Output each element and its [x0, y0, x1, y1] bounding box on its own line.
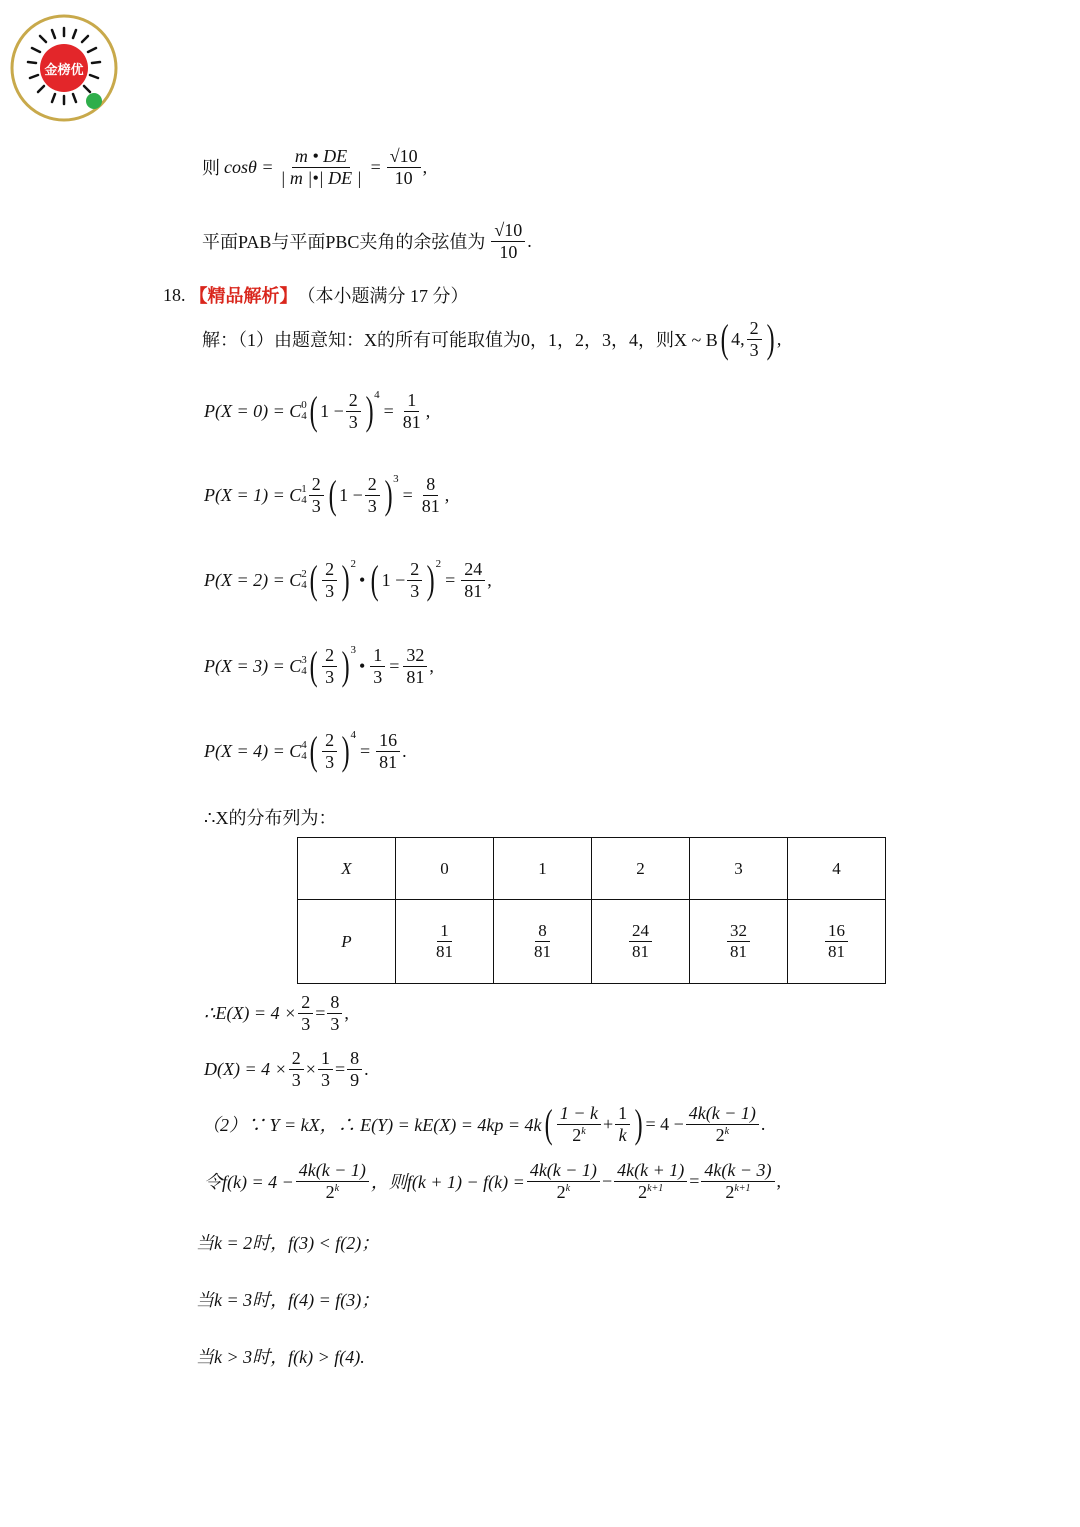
- frac-num: 8: [347, 1048, 362, 1070]
- two-thirds-num: 2: [322, 559, 337, 581]
- two-thirds-num: 2: [322, 645, 337, 667]
- logo-brand-text: 金榜优: [44, 63, 84, 78]
- case-k2: 当k = 2时，f(3) < f(2)；: [196, 1233, 380, 1253]
- result-num: 1: [404, 390, 419, 412]
- expectation-frac-a: [298, 992, 313, 1034]
- comb-sup: 1: [301, 483, 307, 496]
- den-exp: k: [565, 1182, 571, 1194]
- equals: =: [389, 655, 400, 676]
- prob-x3-lhs: P(X = 3) = C: [204, 655, 302, 676]
- brand-logo: [6, 6, 122, 124]
- logo-seal-icon: [6, 6, 122, 124]
- cell-num: 24: [629, 921, 652, 942]
- part2-frac-c: [686, 1103, 759, 1145]
- den-base: 2: [638, 1181, 648, 1202]
- period: .: [364, 1058, 369, 1079]
- den-exp: k: [334, 1182, 340, 1194]
- prob-x2: [204, 559, 492, 601]
- right-paren: ): [634, 1101, 643, 1147]
- period: .: [760, 1113, 766, 1134]
- comb-sub: 4: [301, 410, 307, 423]
- two-thirds-num: 2: [322, 730, 337, 752]
- table-cell: [396, 900, 494, 984]
- two-thirds-den: 3: [311, 495, 321, 516]
- comma: ,: [776, 1170, 781, 1191]
- prob-x0: [204, 390, 430, 432]
- cell-den: 81: [730, 942, 747, 961]
- prob-x2-result: [461, 559, 485, 601]
- prob-x3-comb: [301, 655, 307, 677]
- frac-den: 3: [301, 1013, 311, 1034]
- cos-value: [387, 146, 421, 188]
- left-paren: (: [720, 316, 729, 362]
- frac-num: 4k(k − 1): [296, 1160, 369, 1182]
- table-row: [298, 838, 886, 900]
- plane-angle-line: [202, 220, 532, 262]
- expectation-lhs: ∴E(X) = 4 ×: [204, 1002, 297, 1023]
- den-exp: k+1: [647, 1182, 664, 1194]
- cell-fraction: [531, 921, 554, 961]
- comma: ,: [344, 1002, 349, 1023]
- den-base: 2: [556, 1181, 566, 1202]
- fk-frac-b: [527, 1160, 600, 1202]
- two-thirds-den: 3: [410, 580, 420, 601]
- frac-den: [323, 1182, 342, 1203]
- frac-num: 1 − k: [557, 1103, 601, 1125]
- cos-fraction: [277, 146, 364, 188]
- variance-line: [204, 1048, 369, 1090]
- distribution-label: [204, 804, 336, 830]
- one-minus: 1 −: [339, 484, 363, 505]
- left-paren: (: [328, 472, 337, 518]
- expectation-frac-b: [327, 992, 342, 1034]
- den-base: 2: [572, 1124, 582, 1145]
- comma: ,: [429, 655, 434, 676]
- comb-sub: 4: [301, 750, 307, 763]
- two-thirds: [322, 730, 337, 772]
- times: ×: [305, 1058, 316, 1079]
- frac-den: 3: [330, 1013, 340, 1034]
- table-cell-header: 2: [592, 838, 690, 900]
- cell-den: 81: [632, 942, 649, 961]
- prob-x3-result: [403, 645, 427, 687]
- frac-num: 4k(k + 1): [614, 1160, 687, 1182]
- comma: ,: [425, 400, 431, 421]
- frac-den: [554, 1182, 573, 1203]
- two-thirds-num: 2: [407, 559, 422, 581]
- cell-fraction: [727, 921, 750, 961]
- two-thirds: [346, 390, 361, 432]
- table-cell-header: 1: [494, 838, 592, 900]
- prob-x1-result: [419, 474, 443, 516]
- table-row: [298, 900, 886, 984]
- right-paren: ): [341, 643, 350, 689]
- left-paren: (: [309, 388, 318, 434]
- prob-x4-comb: [301, 740, 307, 762]
- prob-x1-lhs: P(X = 1) = C: [204, 484, 302, 505]
- den-exp: k: [581, 1125, 586, 1137]
- part2-frac-b: [615, 1103, 630, 1145]
- cos-fraction-num: m • DE: [292, 146, 350, 168]
- frac-den: [569, 1125, 588, 1146]
- power: 2: [350, 558, 356, 571]
- frac-num: 4k(k − 1): [686, 1103, 759, 1125]
- frac-den: 3: [291, 1069, 301, 1090]
- prob-x0-result: [400, 390, 424, 432]
- prob-x4-result: [376, 730, 400, 772]
- frac-den: 3: [320, 1069, 330, 1090]
- one-third-num: 1: [370, 645, 385, 667]
- power: 3: [393, 473, 399, 486]
- dot: •: [358, 569, 366, 590]
- cos-eq: =: [370, 156, 381, 177]
- frac-den: [722, 1182, 753, 1203]
- plane-angle-den: 10: [499, 241, 518, 262]
- table-cell-header-x: X: [298, 838, 396, 900]
- question-number: 18.: [163, 284, 186, 305]
- power: 3: [350, 644, 356, 657]
- part2-frac-a: [557, 1103, 601, 1145]
- one-minus: 1 −: [381, 569, 406, 590]
- binomial-suffix: ,: [776, 328, 782, 349]
- result-num: 24: [461, 559, 485, 581]
- cos-prefix: 则: [202, 158, 220, 179]
- two-thirds-den: 3: [348, 411, 358, 432]
- fk-mid: ，则f(k + 1) − f(k) =: [370, 1172, 525, 1193]
- equals: =: [315, 1002, 326, 1023]
- variance-frac-c: [347, 1048, 362, 1090]
- one-third: [370, 645, 385, 687]
- prob-x3: [204, 645, 434, 687]
- comma: ,: [444, 484, 450, 505]
- left-paren: (: [309, 728, 318, 774]
- equals: =: [359, 740, 371, 761]
- distribution-table: [297, 837, 886, 984]
- cos-value-num: √10: [387, 146, 421, 168]
- two-thirds-num: 2: [309, 474, 324, 496]
- one-third-den: 3: [373, 666, 383, 687]
- two-thirds-den: 3: [325, 580, 335, 601]
- table-cell: [592, 900, 690, 984]
- frac-num: 2: [289, 1048, 304, 1070]
- cell-num: 1: [437, 921, 452, 942]
- frac-num: 4k(k − 1): [527, 1160, 600, 1182]
- cell-den: 81: [828, 942, 845, 961]
- equals: =: [689, 1170, 700, 1191]
- prob-x1: [204, 474, 449, 516]
- result-den: 81: [464, 580, 483, 601]
- power: 4: [374, 389, 380, 402]
- result-den: 81: [402, 411, 421, 432]
- cos-fraction-den: | m |•| DE |: [280, 167, 362, 188]
- binomial-p: [747, 318, 762, 360]
- comb-sup: 0: [301, 399, 307, 412]
- comb-sub: 4: [301, 494, 307, 507]
- comb-sub: 4: [301, 665, 307, 678]
- den-exp: k+1: [734, 1182, 751, 1194]
- fk-frac-c: [614, 1160, 687, 1202]
- frac-num: 2: [298, 992, 313, 1014]
- equals: =: [383, 400, 394, 421]
- question-18-heading: [163, 282, 469, 308]
- frac-num: 8: [327, 992, 342, 1014]
- cell-fraction: [433, 921, 456, 961]
- comb-sup: 2: [301, 568, 307, 581]
- cos-suffix: ,: [422, 156, 428, 177]
- variance-frac-a: [289, 1048, 304, 1090]
- right-paren: ): [766, 316, 775, 362]
- two-thirds: [322, 645, 337, 687]
- case-k3: 当k = 3时，f(4) = f(3)；: [196, 1290, 380, 1310]
- result-den: 81: [421, 495, 440, 516]
- two-thirds: [322, 559, 337, 601]
- table-cell: [690, 900, 788, 984]
- result-num: 32: [403, 645, 427, 667]
- plus: +: [603, 1113, 614, 1134]
- binomial-p-num: 2: [747, 318, 762, 340]
- two-thirds: [365, 474, 380, 516]
- variance-frac-b: [318, 1048, 333, 1090]
- equals: =: [334, 1058, 346, 1079]
- comma: ,: [487, 569, 492, 590]
- frac-num: 1: [615, 1103, 630, 1125]
- table-cell: [788, 900, 886, 984]
- result-den: 81: [379, 751, 398, 772]
- power: 4: [350, 729, 356, 742]
- cell-fraction: [629, 921, 652, 961]
- comb-sup: 3: [301, 654, 307, 667]
- left-paren: (: [309, 557, 318, 603]
- cos-theta-line: [202, 146, 427, 188]
- plane-angle-value: [491, 220, 525, 262]
- question-tag: 【精品解析】: [189, 286, 298, 306]
- two-thirds-den: 3: [367, 495, 377, 516]
- den-base: 2: [325, 1181, 335, 1202]
- case-k-gt-3: 当k > 3时，f(k) > f(4).: [196, 1347, 365, 1367]
- left-paren: (: [309, 643, 318, 689]
- frac-num: 4k(k − 3): [701, 1160, 774, 1182]
- period: .: [402, 740, 407, 761]
- cell-den: 81: [436, 942, 453, 961]
- result-den: 81: [406, 666, 425, 687]
- left-paren: (: [544, 1101, 553, 1147]
- prob-x0-lhs: P(X = 0) = C: [204, 400, 302, 421]
- binomial-p-den: 3: [749, 339, 759, 360]
- den-exp: k: [724, 1125, 730, 1137]
- comb-sup: 4: [301, 739, 307, 752]
- two-thirds-num: 2: [346, 390, 361, 412]
- plane-angle-suffix: .: [527, 230, 532, 251]
- right-paren: ): [341, 557, 350, 603]
- prob-x4: [204, 730, 407, 772]
- distribution-label-text: ∴X的分布列为：: [204, 808, 337, 828]
- equals: =: [402, 484, 413, 505]
- den-base: 2: [715, 1124, 725, 1145]
- cell-fraction: [825, 921, 848, 961]
- right-paren: ): [365, 388, 374, 434]
- variance-lhs: D(X) = 4 ×: [204, 1058, 287, 1079]
- den-base: 2: [725, 1181, 735, 1202]
- two-thirds-den: 3: [325, 666, 335, 687]
- fk-frac-a: [296, 1160, 369, 1202]
- minus: −: [601, 1170, 613, 1191]
- dot: •: [358, 655, 366, 676]
- cos-value-den: 10: [394, 167, 413, 188]
- result-num: 8: [423, 474, 438, 496]
- question-points: （本小题满分 17 分）: [297, 286, 469, 306]
- two-thirds: [407, 559, 422, 601]
- cos-lhs: cosθ =: [224, 156, 274, 177]
- frac-den: [635, 1182, 666, 1203]
- solution-part1-intro: [202, 318, 781, 360]
- prob-x2-comb: [301, 569, 307, 591]
- cell-num: 16: [825, 921, 848, 942]
- part2-mid: = 4 −: [645, 1113, 684, 1134]
- fk-frac-d: [701, 1160, 774, 1202]
- cell-den: 81: [534, 942, 551, 961]
- frac-den: [713, 1125, 732, 1146]
- table-cell-header: 0: [396, 838, 494, 900]
- fk-line: [204, 1160, 781, 1202]
- comb-sub: 4: [301, 579, 307, 592]
- table-cell-row-label: P: [298, 900, 396, 984]
- table-cell-header: 4: [788, 838, 886, 900]
- plane-angle-text: 平面PAB与平面PBC夹角的余弦值为: [202, 232, 486, 253]
- two-thirds-den: 3: [325, 751, 335, 772]
- table-cell: [494, 900, 592, 984]
- cell-num: 8: [535, 921, 550, 942]
- prob-x4-lhs: P(X = 4) = C: [204, 740, 302, 761]
- table-cell-header: 3: [690, 838, 788, 900]
- right-paren: ): [384, 472, 393, 518]
- one-minus: 1 −: [320, 400, 344, 421]
- plane-angle-num: √10: [491, 220, 525, 242]
- equals: =: [445, 569, 456, 590]
- expectation-line: [204, 992, 349, 1034]
- left-paren: (: [370, 557, 379, 603]
- result-num: 16: [376, 730, 400, 752]
- part2-line: [202, 1103, 765, 1145]
- frac-den: 9: [350, 1069, 360, 1090]
- two-thirds-num: 2: [365, 474, 380, 496]
- frac-den: k: [618, 1124, 627, 1145]
- prob-x0-comb: [301, 400, 307, 422]
- binomial-n: 4,: [731, 328, 745, 349]
- two-thirds: [309, 474, 324, 516]
- right-paren: ): [341, 728, 350, 774]
- prob-x1-comb: [301, 484, 307, 506]
- part2-lhs: （2）∵ Y = kX，∴ E(Y) = kE(X) = 4kp = 4k: [202, 1115, 542, 1136]
- fk-lhs: 令f(k) = 4 −: [204, 1172, 294, 1193]
- power: 2: [435, 558, 442, 571]
- prob-x2-lhs: P(X = 2) = C: [204, 569, 302, 590]
- cell-num: 32: [727, 921, 750, 942]
- solution-intro-text: 解：（1）由题意知：X的所有可能取值为0，1，2，3，4，则X ~ B: [202, 330, 718, 351]
- frac-num: 1: [318, 1048, 333, 1070]
- right-paren: ): [426, 557, 435, 603]
